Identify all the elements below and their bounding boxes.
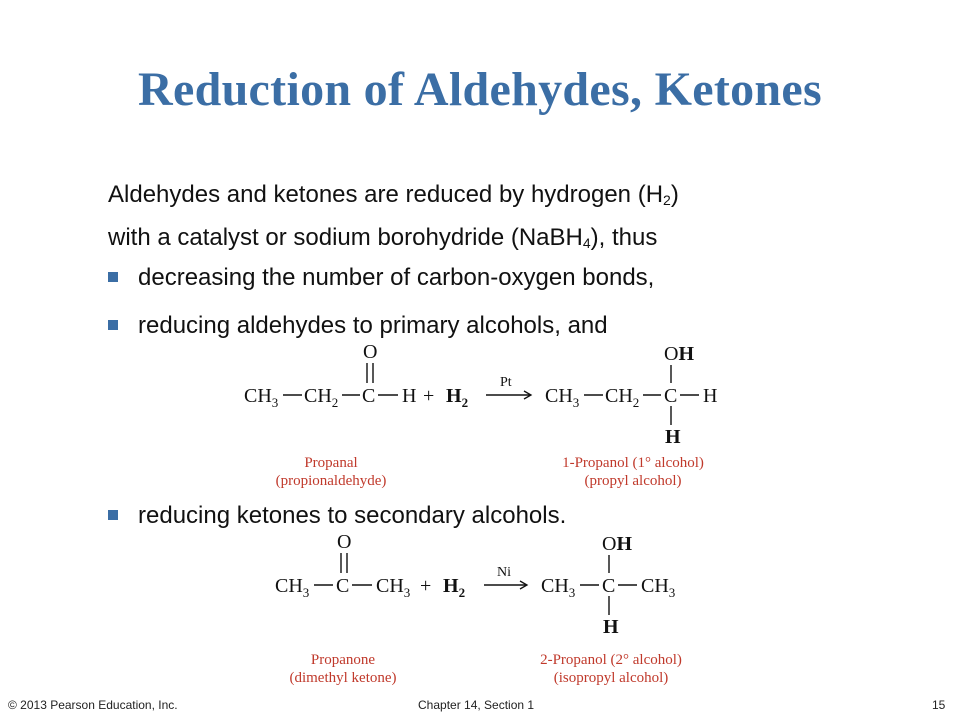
catalyst-label: Ni xyxy=(497,565,511,580)
hydrogen-reagent: $H_2$ xyxy=(446,385,469,410)
product-carbon: C xyxy=(602,575,616,597)
reactant-h: H xyxy=(402,385,417,407)
product-name: 2-Propanol (2° alcohol) xyxy=(540,652,682,668)
intro-line-2: with a catalyst or sodium borohydride (NaBH$_4$), thus xyxy=(108,224,658,251)
product-oxygen: OH xyxy=(664,343,695,365)
reactant-name: Propanal xyxy=(304,455,358,471)
reaction-1 xyxy=(244,341,717,489)
product-ch3-right: $CH_3$ xyxy=(641,575,676,600)
bullet-aldehydes: reducing aldehydes to primary alcohols, and xyxy=(108,312,868,340)
reaction-2 xyxy=(275,531,682,686)
footer-copyright: © 2013 Pearson Education, Inc. xyxy=(8,698,178,712)
bullet-carbon-oxygen: decreasing the number of carbon-oxygen bonds, xyxy=(108,264,868,292)
footer-page-number: 15 xyxy=(932,698,946,712)
plus-sign: + xyxy=(420,575,432,597)
hydrogen-reagent: $H_2$ xyxy=(443,575,466,600)
product-ch3: $CH_3$ xyxy=(545,385,580,410)
reactant-oxygen: O xyxy=(363,341,378,363)
product-added-h: H xyxy=(665,426,681,448)
product-oxygen: OH xyxy=(602,533,633,555)
catalyst-label: Pt xyxy=(500,375,512,390)
reactant-carbonyl-c: C xyxy=(362,385,376,407)
bullet-ketones: reducing ketones to secondary alcohols. xyxy=(108,502,868,530)
footer-chapter: Chapter 14, Section 1 xyxy=(418,698,535,712)
product-ch3-left: $CH_3$ xyxy=(541,575,576,600)
product-ch2: $CH_2$ xyxy=(605,385,640,410)
reactant-common-name: (propionaldehyde) xyxy=(275,473,387,489)
reactant-ch3-right: $CH_3$ xyxy=(376,575,411,600)
reactant-oxygen: O xyxy=(337,531,352,553)
reactant-ch3: $CH_3$ xyxy=(244,385,279,410)
product-h: H xyxy=(703,385,718,407)
reactant-ch3-left: $CH_3$ xyxy=(275,575,310,600)
product-common-name: (isopropyl alcohol) xyxy=(553,670,669,686)
product-name: 1-Propanol (1° alcohol) xyxy=(562,455,704,471)
plus-sign: + xyxy=(423,385,435,407)
reactant-name: Propanone xyxy=(310,652,376,668)
product-added-h: H xyxy=(603,616,619,638)
reactant-ch2: $CH_2$ xyxy=(304,385,339,410)
slide-title: Reduction of Aldehydes, Ketones xyxy=(138,63,822,116)
product-carbon: C xyxy=(664,385,678,407)
product-common-name: (propyl alcohol) xyxy=(584,473,682,489)
reactant-carbonyl-c: C xyxy=(336,575,350,597)
reactant-common-name: (dimethyl ketone) xyxy=(289,670,397,686)
intro-line-1: Aldehydes and ketones are reduced by hydrogen $(H_2)$ xyxy=(108,181,679,208)
